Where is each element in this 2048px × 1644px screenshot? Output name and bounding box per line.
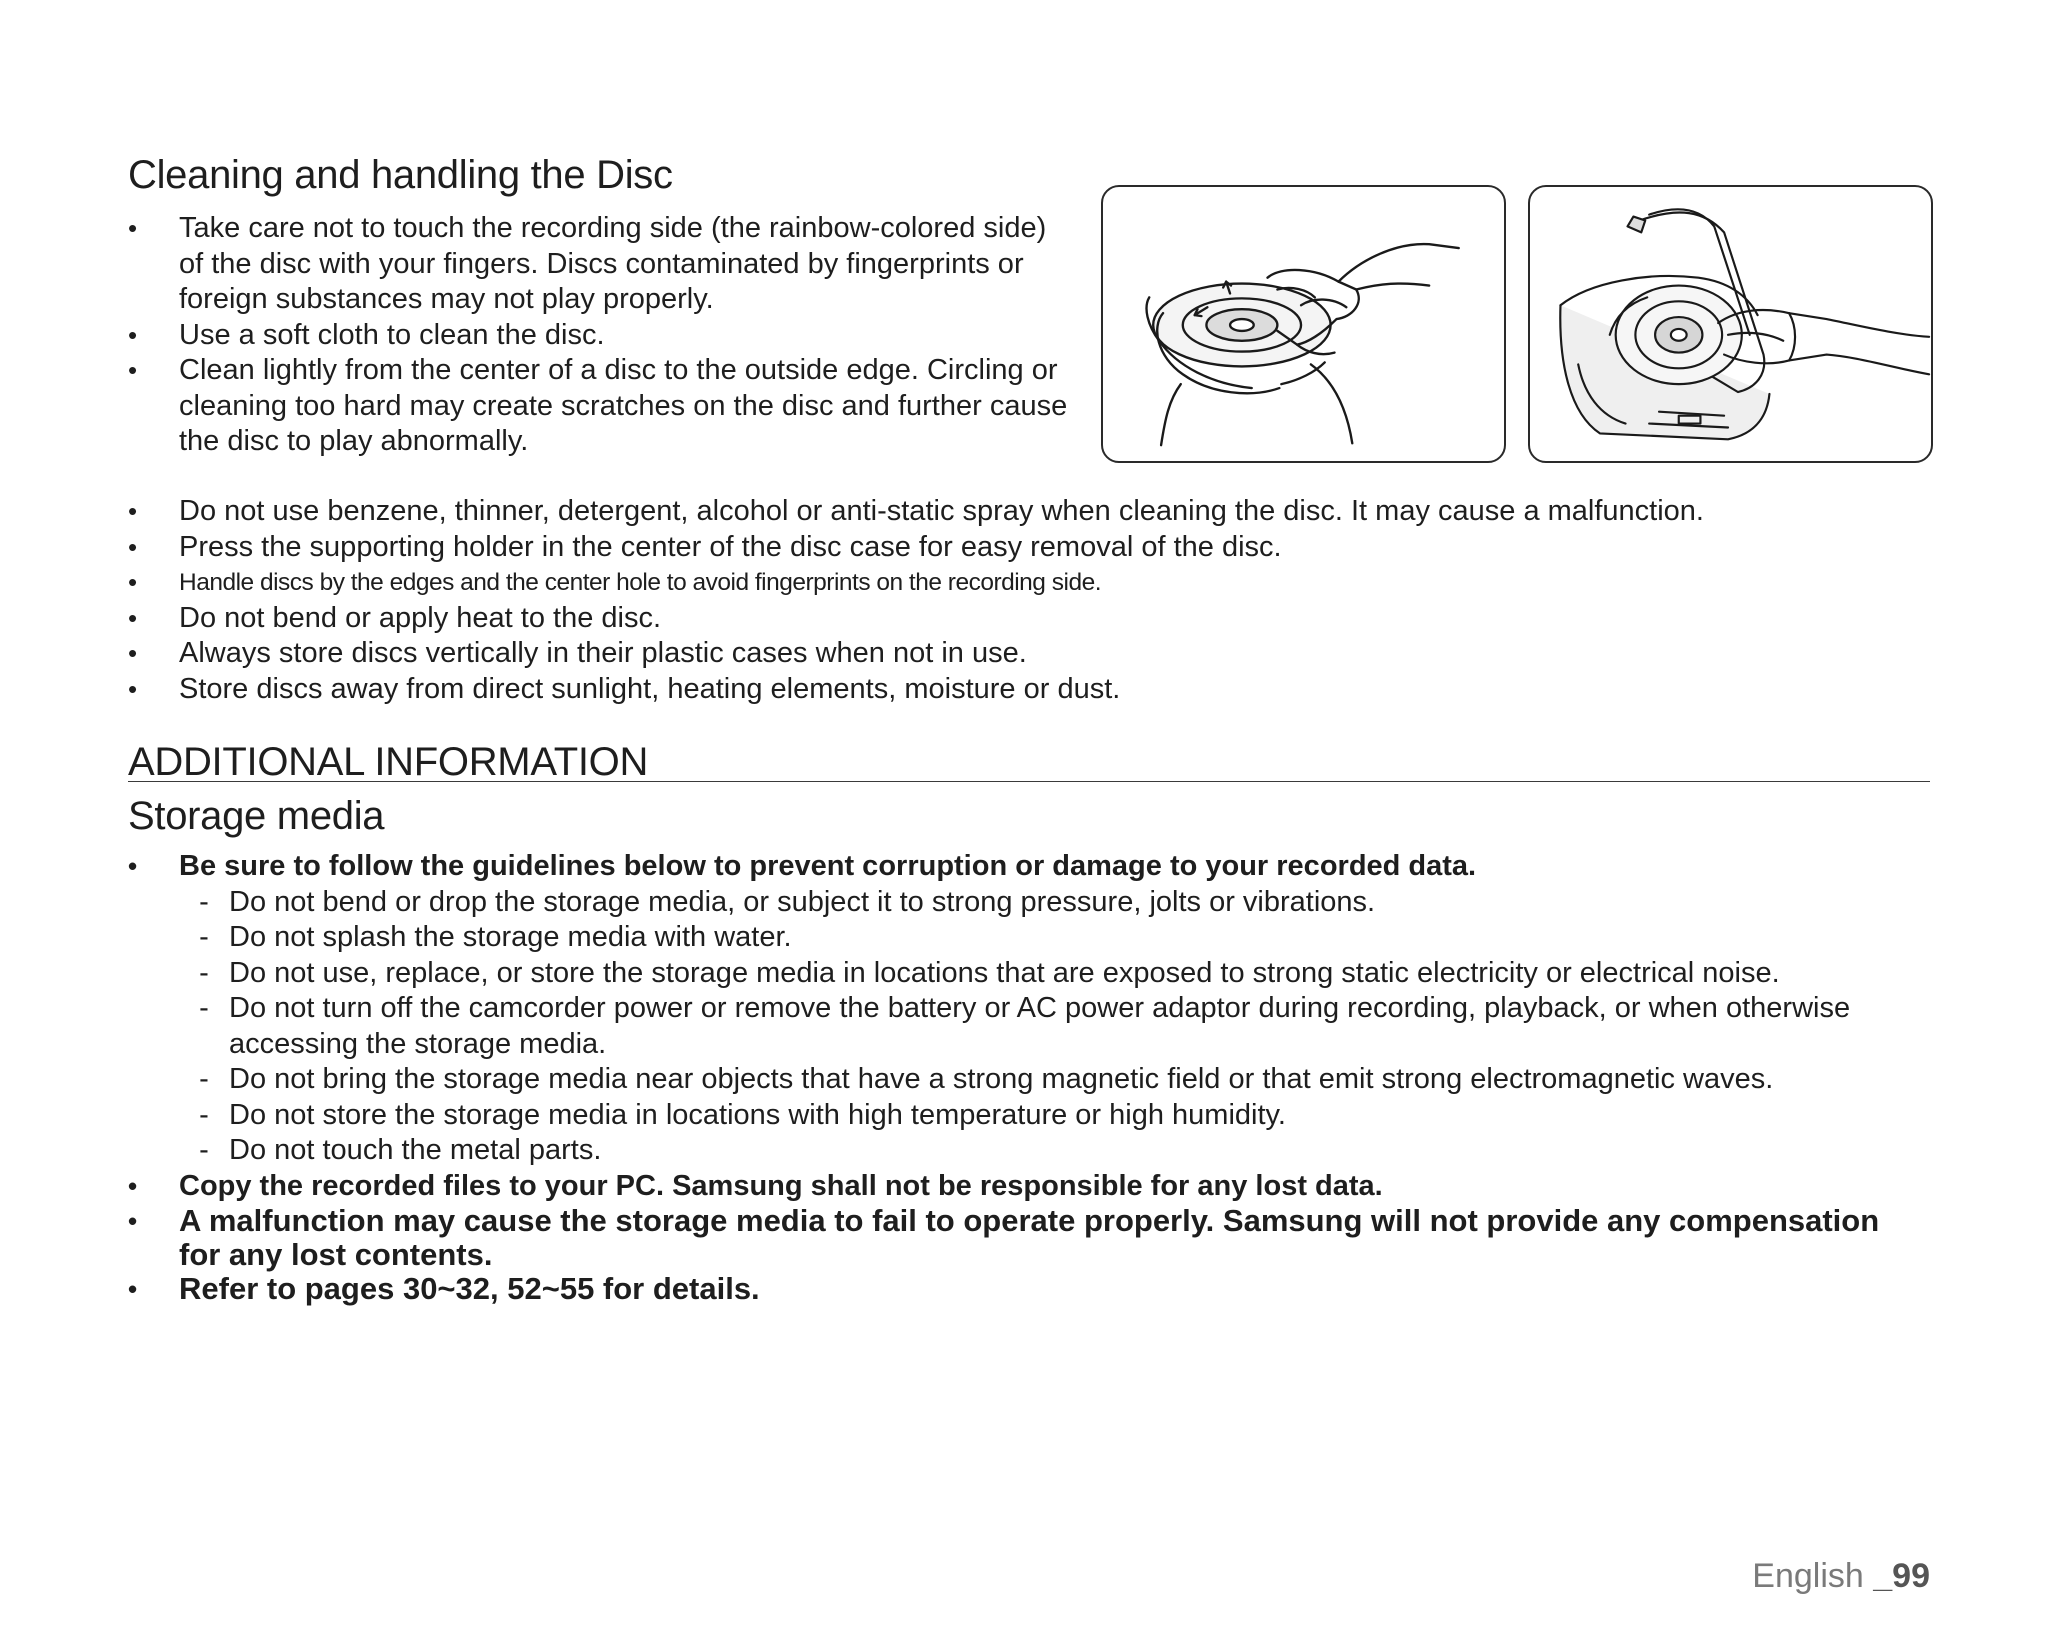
sub-list-item — [179, 1098, 1928, 1134]
bullet-icon: • — [128, 355, 138, 385]
sub-list-item-text: Do not touch the metal parts. — [229, 1134, 602, 1166]
bullet-icon: • — [128, 531, 138, 562]
list-item-text: Use a soft cloth to clean the disc. — [179, 318, 605, 351]
sub-list-item-text: Do not bring the storage media near objects that have a strong magnetic field or that emit strong electromagnetic waves. — [229, 1063, 1774, 1095]
section-title-additional-information: ADDITIONAL INFORMATION — [128, 740, 649, 784]
bullet-icon: • — [128, 1170, 138, 1201]
bullet-icon: • — [128, 602, 138, 633]
list-item — [128, 636, 1928, 672]
sub-list-item-text: Do not splash the storage media with water. — [229, 921, 792, 953]
bullet-icon: • — [128, 1274, 138, 1304]
section-title-cleaning: Cleaning and handling the Disc — [128, 153, 673, 197]
bullet-icon: • — [128, 1206, 138, 1236]
page-footer — [1752, 1557, 1930, 1596]
dash-icon: - — [199, 992, 209, 1024]
dash-icon: - — [199, 921, 209, 953]
list-item-text: Press the supporting holder in the center of the disc case for easy removal of the disc. — [179, 530, 1282, 563]
bullet-icon: • — [128, 673, 138, 704]
page-number-prefix: _ — [1873, 1557, 1893, 1595]
list-item — [128, 494, 1928, 530]
list-item — [128, 1169, 1928, 1205]
list-item-text: Always store discs vertically in their plastic cases when not in use. — [179, 637, 1027, 669]
cleaning-bullet-list-bottom — [128, 494, 1928, 707]
list-item — [128, 1204, 1928, 1272]
list-item — [128, 318, 1068, 354]
list-item-text: A malfunction may cause the storage media to fail to operate properly. Samsung will not provide any compensation for any lost contents. — [179, 1203, 1880, 1272]
disc-insertion-camcorder-illustration — [1528, 185, 1933, 463]
list-item — [128, 672, 1928, 708]
sub-list-item — [179, 991, 1928, 1062]
section-divider — [128, 781, 1930, 782]
sub-list-item-text: Do not bend or drop the storage media, or subject it to strong pressure, jolts or vibrations. — [229, 885, 1376, 918]
list-item-text: Store discs away from direct sunlight, heating elements, moisture or dust. — [179, 672, 1121, 705]
list-item — [128, 1272, 1928, 1306]
dash-icon: - — [199, 1134, 209, 1166]
bullet-icon: • — [128, 638, 138, 668]
sub-list-item-text: Do not store the storage media in locations with high temperature or high humidity. — [229, 1098, 1286, 1131]
list-item — [128, 565, 1928, 601]
list-item-text: Take care not to touch the recording side (the rainbow-colored side) of the disc with your fingers. Discs contaminated by fingerprints or foreign substances may not play properly. — [179, 212, 1047, 315]
dash-icon: - — [199, 1063, 209, 1095]
list-item-text: Do not use benzene, thinner, detergent, alcohol or anti-static spray when cleaning the disc. It may cause a malfunction. — [179, 495, 1704, 527]
dash-icon: - — [199, 1098, 209, 1131]
list-item-text: Do not bend or apply heat to the disc. — [179, 601, 662, 634]
dash-icon: - — [199, 885, 209, 918]
sub-list-item-text: Do not turn off the camcorder power or remove the battery or AC power adaptor during recording, playback, or when otherwise accessing the storage media. — [229, 992, 1851, 1060]
dash-icon: - — [199, 956, 209, 989]
list-item — [128, 530, 1928, 566]
list-item-text: Be sure to follow the guidelines below to prevent corruption or damage to your recorded data. — [179, 850, 1477, 882]
list-item — [128, 353, 1068, 460]
list-item-text: Clean lightly from the center of a disc to the outside edge. Circling or cleaning too hard may create scratches on the disc and further cause the disc to play abnormally. — [179, 354, 1068, 457]
list-item-text: Refer to pages 30~32, 52~55 for details. — [179, 1271, 760, 1306]
sub-list-item — [179, 1062, 1928, 1098]
sub-list-item-text: Do not use, replace, or store the storage media in locations that are exposed to strong static electricity or electrical noise. — [229, 956, 1780, 989]
cleaning-bullet-list-top — [128, 211, 1068, 460]
page-number-value: 99 — [1892, 1557, 1930, 1595]
bullet-icon: • — [128, 213, 138, 243]
storage-sub-list — [179, 885, 1928, 1169]
list-item — [128, 601, 1928, 637]
bullet-icon: • — [128, 319, 138, 350]
page-number — [1873, 1557, 1930, 1595]
sub-list-item — [179, 1133, 1928, 1169]
footer-language: English — [1752, 1557, 1864, 1595]
storage-bullet-list — [128, 849, 1928, 1306]
list-item-text: Handle discs by the edges and the center hole to avoid fingerprints on the recording side. — [179, 569, 1101, 596]
sub-list-item — [179, 885, 1928, 921]
bullet-icon: • — [128, 567, 137, 597]
sub-list-item — [179, 920, 1928, 956]
list-item — [128, 211, 1068, 318]
hand-wiping-disc-illustration — [1101, 185, 1506, 463]
list-item-text: Copy the recorded files to your PC. Samsung shall not be responsible for any lost data. — [179, 1169, 1383, 1202]
list-item — [128, 849, 1928, 1169]
bullet-icon: • — [128, 496, 138, 526]
section-title-storage-media: Storage media — [128, 794, 385, 838]
bullet-icon: • — [128, 851, 138, 881]
sub-list-item — [179, 956, 1928, 992]
